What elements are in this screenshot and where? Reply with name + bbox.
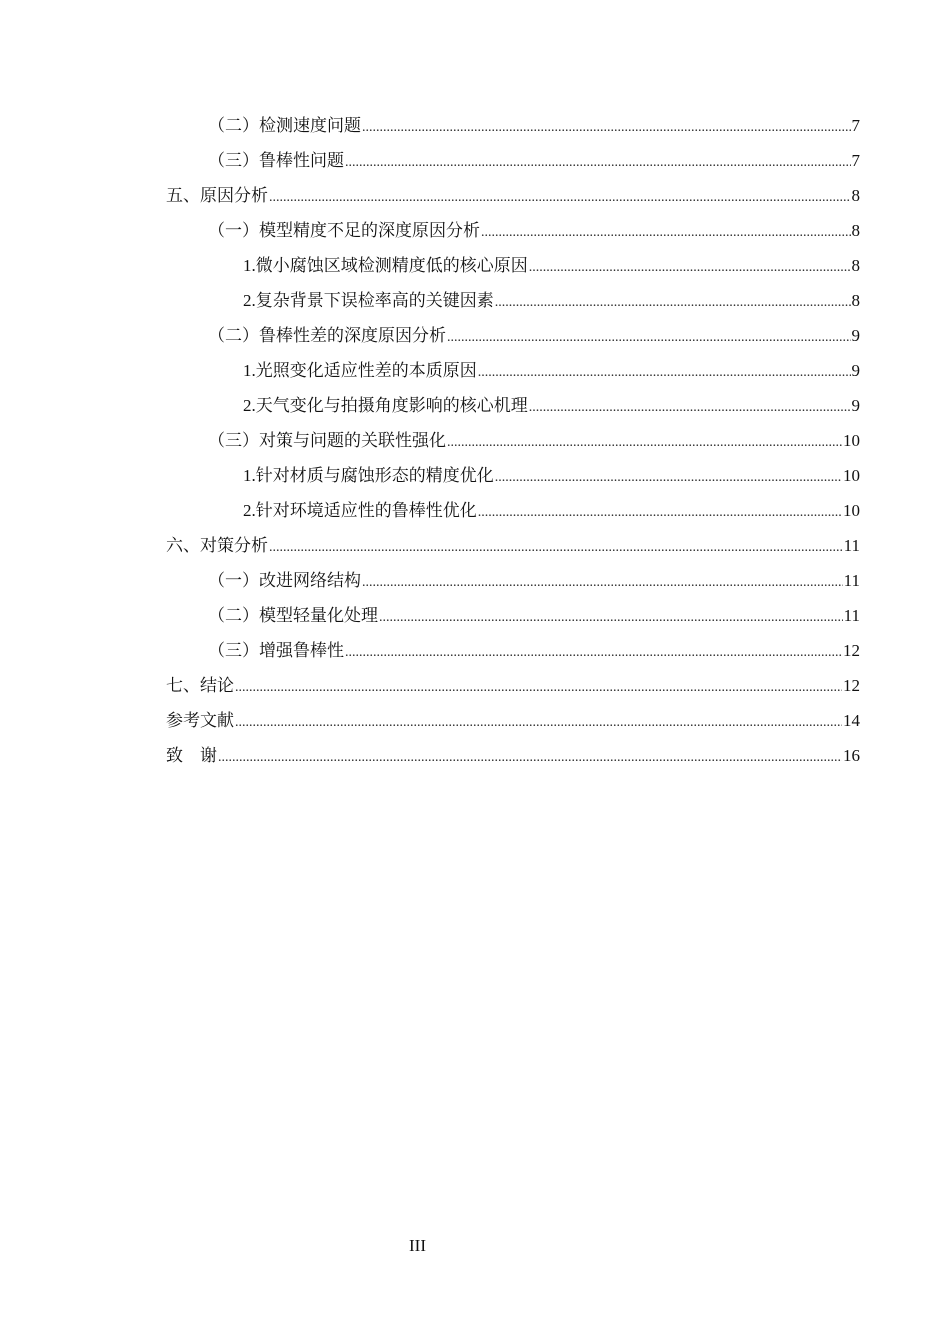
toc-entry-page-number: 9	[851, 396, 860, 415]
toc-entry-page-number: 14	[843, 711, 860, 730]
toc-dot-leader	[362, 111, 851, 143]
toc-entry-label: 参考文献	[166, 711, 234, 730]
toc-entry-page-number: 11	[843, 536, 860, 555]
toc-entry-page-number: 7	[851, 116, 860, 135]
toc-dot-leader	[345, 636, 842, 668]
toc-dot-leader	[269, 181, 851, 213]
toc-entry-page-number: 7	[851, 151, 860, 170]
toc-dot-leader	[478, 496, 842, 528]
toc-entry-label: 2.复杂背景下误检率高的关键因素	[243, 291, 494, 310]
toc-entry[interactable]	[166, 426, 860, 461]
toc-entry-label: （一）改进网络结构	[208, 571, 361, 590]
toc-entry[interactable]	[166, 496, 860, 531]
toc-dot-leader	[362, 566, 843, 598]
toc-dot-leader	[478, 356, 851, 388]
toc-entry-page-number: 12	[843, 676, 860, 695]
toc-dot-leader	[447, 426, 842, 458]
toc-entry-label: （三）对策与问题的关联性强化	[208, 431, 446, 450]
toc-dot-leader	[235, 671, 842, 703]
toc-entry-page-number: 10	[843, 466, 860, 485]
toc-entry[interactable]	[166, 461, 860, 496]
toc-entry[interactable]	[166, 706, 860, 741]
toc-entry[interactable]	[166, 286, 860, 321]
toc-dot-leader	[495, 286, 851, 318]
toc-entry-page-number: 8	[851, 256, 860, 275]
toc-dot-leader	[529, 391, 851, 423]
page-footer-number: III	[409, 1236, 426, 1255]
toc-entry[interactable]	[166, 671, 860, 706]
toc-dot-leader	[235, 706, 842, 738]
toc-entry[interactable]	[166, 741, 860, 776]
toc-entry-label: （三）增强鲁棒性	[208, 641, 344, 660]
toc-entry-label: （一）模型精度不足的深度原因分析	[208, 221, 480, 240]
toc-entry-label: （二）鲁棒性差的深度原因分析	[208, 326, 446, 345]
toc-entry-page-number: 11	[843, 606, 860, 625]
toc-entry[interactable]	[166, 181, 860, 216]
toc-entry-page-number: 12	[843, 641, 860, 660]
toc-entry[interactable]	[166, 601, 860, 636]
toc-dot-leader	[495, 461, 842, 493]
toc-entry[interactable]	[166, 531, 860, 566]
toc-entry-page-number: 11	[843, 571, 860, 590]
toc-dot-leader	[481, 216, 851, 248]
toc-dot-leader	[447, 321, 851, 353]
toc-entry-label: （二）模型轻量化处理	[208, 606, 378, 625]
toc-entry-label: 七、结论	[166, 676, 234, 695]
toc-entry-label: 六、对策分析	[166, 536, 268, 555]
toc-entry-label: 五、原因分析	[166, 186, 268, 205]
toc-entry-page-number: 9	[851, 361, 860, 380]
toc-entry[interactable]	[166, 566, 860, 601]
toc-dot-leader	[529, 251, 851, 283]
toc-entry-label: 致 谢	[166, 746, 217, 765]
toc-entry-page-number: 16	[843, 746, 860, 765]
toc-entry-label: 1.微小腐蚀区域检测精度低的核心原因	[243, 256, 528, 275]
toc-entry[interactable]	[166, 636, 860, 671]
toc-entry-label: 1.针对材质与腐蚀形态的精度优化	[243, 466, 494, 485]
toc-entry[interactable]	[166, 356, 860, 391]
toc-dot-leader	[218, 741, 842, 773]
toc-entry[interactable]	[166, 216, 860, 251]
toc-entry[interactable]	[166, 146, 860, 181]
toc-entry-label: （三）鲁棒性问题	[208, 151, 344, 170]
table-of-contents	[166, 111, 860, 776]
toc-dot-leader	[379, 601, 843, 633]
toc-entry-page-number: 9	[851, 326, 860, 345]
toc-entry-page-number: 8	[851, 186, 860, 205]
toc-entry-label: （二）检测速度问题	[208, 116, 361, 135]
toc-entry-page-number: 10	[843, 431, 860, 450]
toc-dot-leader	[345, 146, 851, 178]
toc-entry[interactable]	[166, 251, 860, 286]
toc-entry[interactable]	[166, 321, 860, 356]
toc-entry-label: 2.天气变化与拍摄角度影响的核心机理	[243, 396, 528, 415]
toc-entry[interactable]	[166, 111, 860, 146]
toc-entry-page-number: 8	[851, 221, 860, 240]
toc-dot-leader	[269, 531, 843, 563]
toc-entry-label: 1.光照变化适应性差的本质原因	[243, 361, 477, 380]
toc-entry-page-number: 8	[851, 291, 860, 310]
toc-entry-page-number: 10	[843, 501, 860, 520]
toc-entry[interactable]	[166, 391, 860, 426]
toc-entry-label: 2.针对环境适应性的鲁棒性优化	[243, 501, 477, 520]
